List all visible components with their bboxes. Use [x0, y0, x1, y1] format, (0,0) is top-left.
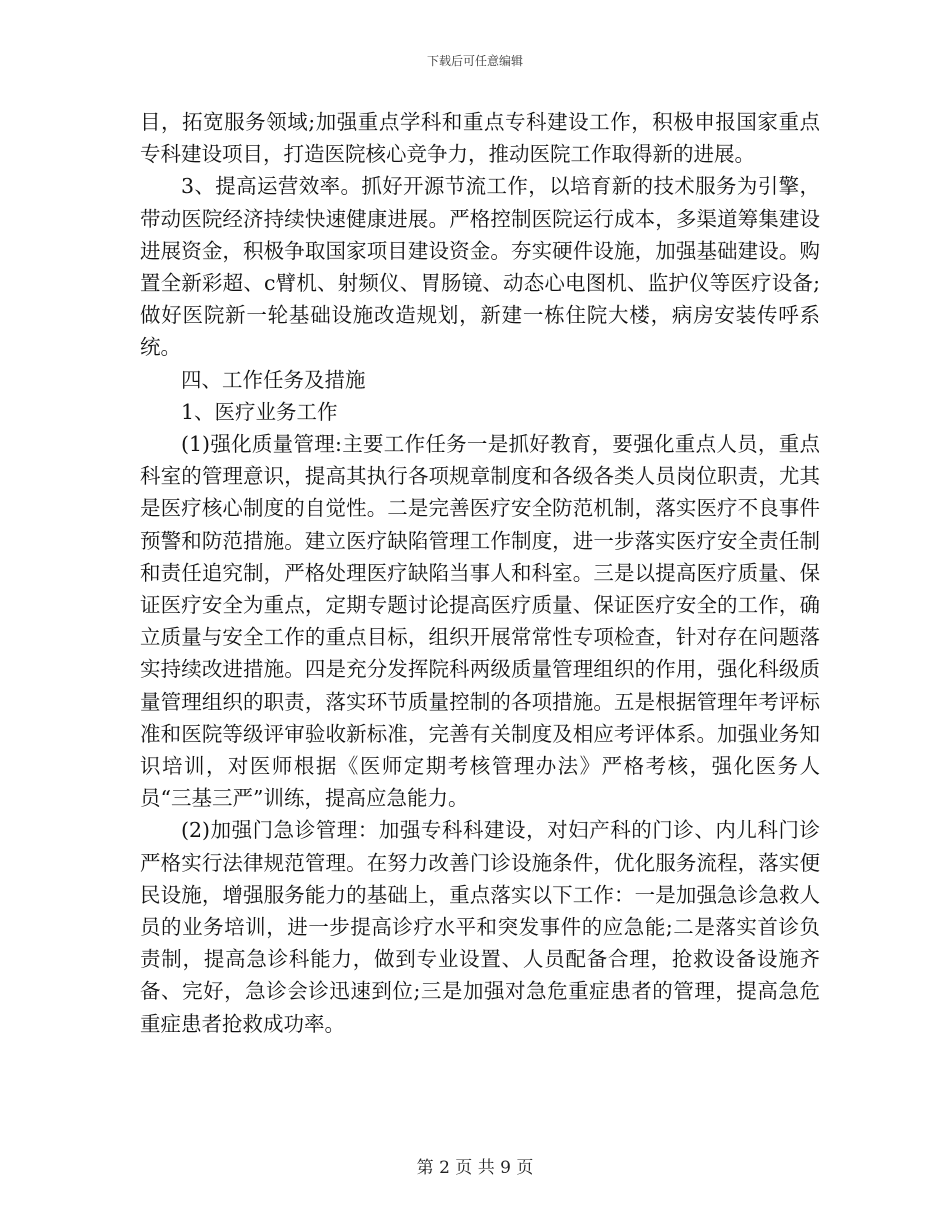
paragraph-emergency-management: (2)加强门急诊管理：加强专科科建设，对妇产科的门诊、内儿科门诊严格实行法律规范管理。在努力改善门诊设施条件，优化服务流程，落实便民设施，增强服务能力的基础上，重点落实以下工作：一是加强急诊急救人员的业务培训，进一步提高诊疗水平和突发事件的应急能;二是落实首诊负责制，提高急诊科能力，做到专业设置、人员配备合理，抢救设备设施齐备、完好，急诊会诊迅速到位;三是加强对急危重症患者的管理，提高急危重症患者抢救成功率。: [140, 818, 820, 1036]
subsection-heading-medical-work: 1、医疗业务工作: [181, 399, 338, 424]
paragraph-continuation: 目，拓宽服务领域;加强重点学科和重点专科建设工作，积极申报国家重点专科建设项目，打造医院核心竞争力，推动医院工作取得新的进展。: [140, 110, 820, 167]
page-header-note: 下载后可任意编辑: [426, 54, 523, 68]
document-body: [140, 106, 820, 1040]
page-number-footer: 第 2 页 共 9 页: [416, 1158, 534, 1178]
section-heading-tasks: 四、工作任务及措施: [181, 367, 366, 392]
paragraph-operating-efficiency: 3、提高运营效率。抓好开源节流工作，以培育新的技术服务为引擎，带动医院经济持续快速健康进展。严格控制医院运行成本，多渠道筹集建设进展资金，积极争取国家项目建设资金。夯实硬件设施，加强基础建设。购置全新彩超、c臂机、射频仪、胃肠镜、动态心电图机、监护仪等医疗设备;做好医院新一轮基础设施改造规划，新建一栋住院大楼，病房安装传呼系统。: [140, 174, 820, 360]
paragraph-quality-management: (1)强化质量管理:主要工作任务一是抓好教育，要强化重点人员，重点科室的管理意识，提高其执行各项规章制度和各级各类人员岗位职责，尤其是医疗核心制度的自觉性。二是完善医疗安全防范机制，落实医疗不良事件预警和防范措施。建立医疗缺陷管理工作制度，进一步落实医疗安全责任制和责任追究制，严格处理医疗缺陷当事人和科室。三是以提高医疗质量、保证医疗安全为重点，定期专题讨论提高医疗质量、保证医疗安全的工作，确立质量与安全工作的重点目标，组织开展常常性专项检查，针对存在问题落实持续改进措施。四是充分发挥院科两级质量管理组织的作用，强化科级质量管理组织的职责，落实环节质量控制的各项措施。五是根据管理年考评标准和医院等级评审验收新标准，完善有关制度及相应考评体系。加强业务知识培训，对医师根据《医师定期考核管理办法》严格考核，强化医务人员“三基三严”训练，提高应急能力。: [140, 432, 820, 811]
